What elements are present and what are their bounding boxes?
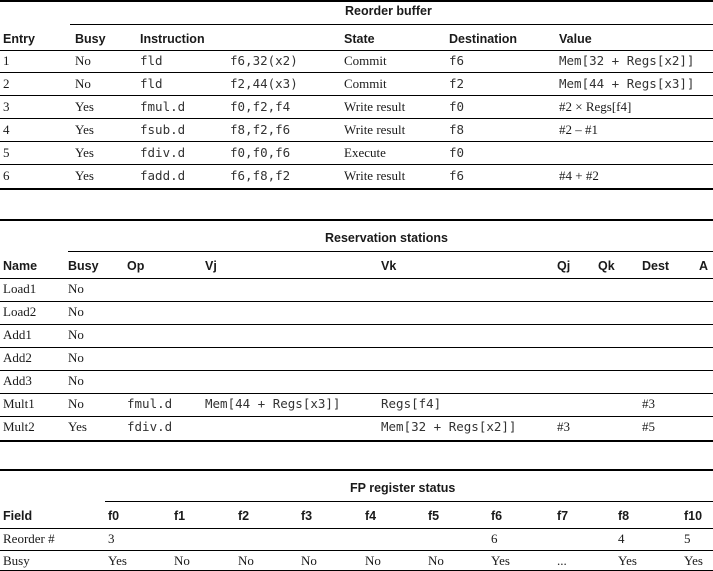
fp-reg-f0: f0: [108, 509, 120, 523]
rob-entry: 6: [3, 168, 10, 183]
fp-title: FP register status: [350, 481, 456, 495]
row-divider: [0, 324, 713, 325]
rs-busy: No: [68, 396, 84, 411]
rob-dest: f8: [449, 122, 465, 137]
rs-top-rule: [0, 219, 713, 221]
fp-title-rule: [105, 501, 713, 502]
rob-title: Reorder buffer: [345, 4, 432, 18]
rs-header-qk: Qk: [598, 259, 615, 273]
rs-header-a: A: [699, 259, 709, 273]
fp-field-label: Field: [3, 509, 33, 523]
fp-reg-f7: f7: [557, 509, 569, 523]
rs-dest: #5: [642, 419, 655, 434]
fp-busy-f2: No: [238, 553, 254, 568]
rob-op: fld: [140, 53, 163, 68]
rob-busy: Yes: [75, 122, 94, 137]
rob-header-busy: Busy: [75, 32, 106, 46]
rs-header-name: Name: [3, 259, 38, 273]
row-divider: [0, 95, 713, 96]
fp-busy-f0: Yes: [108, 553, 127, 568]
rs-busy: No: [68, 373, 84, 388]
rob-header-rule: [0, 50, 713, 51]
fp-busy-f4: No: [365, 553, 381, 568]
rob-dest: f0: [449, 99, 465, 114]
rs-qj: #3: [557, 419, 570, 434]
rob-args: f6,f8,f2: [230, 168, 291, 183]
rob-args: f2,44(x3): [230, 76, 298, 91]
fp-reorder-label: Reorder #: [3, 531, 55, 546]
fp-top-rule: [0, 469, 713, 471]
rob-state: Commit: [344, 53, 387, 68]
fp-reg-f10: f10: [684, 509, 703, 523]
fp-reorder-f6: 6: [491, 531, 498, 546]
rs-bottom-rule: [0, 440, 713, 442]
rs-header-op: Op: [127, 259, 145, 273]
fp-reg-f1: f1: [174, 509, 186, 523]
rs-busy: No: [68, 304, 84, 319]
fp-busy-f8: Yes: [618, 553, 637, 568]
rs-name: Load2: [3, 304, 37, 319]
fp-reorder-f0: 3: [108, 531, 115, 546]
row-divider: [0, 370, 713, 371]
rob-header-value: Value: [559, 32, 592, 46]
rob-op: fmul.d: [140, 99, 186, 114]
rob-state: Commit: [344, 76, 387, 91]
row-divider: [0, 72, 713, 73]
row-divider: [0, 416, 713, 417]
rob-dest: f0: [449, 145, 465, 160]
rob-dest: f2: [449, 76, 465, 91]
rob-state: Write result: [344, 168, 406, 183]
rob-header-destination: Destination: [449, 32, 518, 46]
rs-op: fmul.d: [127, 396, 173, 411]
rob-op: fadd.d: [140, 168, 186, 183]
rs-name: Add3: [3, 373, 32, 388]
rs-header-vj: Vj: [205, 259, 217, 273]
rob-bottom-rule: [0, 188, 713, 190]
fp-busy-f6: Yes: [491, 553, 510, 568]
rs-header-vk: Vk: [381, 259, 397, 273]
rob-busy: Yes: [75, 99, 94, 114]
rob-entry: 5: [3, 145, 10, 160]
rob-busy: Yes: [75, 145, 94, 160]
rob-dest: f6: [449, 168, 465, 183]
rob-entry: 4: [3, 122, 10, 137]
rs-dest: #3: [642, 396, 655, 411]
rob-header-instruction: Instruction: [140, 32, 205, 46]
rs-vk: Regs[f4]: [381, 396, 442, 411]
rs-header-qj: Qj: [557, 259, 571, 273]
rob-args: f8,f2,f6: [230, 122, 291, 137]
fp-reg-f2: f2: [238, 509, 250, 523]
rob-top-rule: [0, 0, 713, 2]
rob-entry: 1: [3, 53, 10, 68]
fp-busy-f3: No: [301, 553, 317, 568]
rob-value: #2 – #1: [559, 122, 598, 137]
fp-busy-f5: No: [428, 553, 444, 568]
fp-reg-f8: f8: [618, 509, 630, 523]
rs-busy: Yes: [68, 419, 87, 434]
rob-op: fld: [140, 76, 163, 91]
rob-header-entry: Entry: [3, 32, 35, 46]
rs-header-busy: Busy: [68, 259, 99, 273]
rob-value: Mem[44 + Regs[x3]]: [559, 76, 695, 91]
row-divider: [0, 118, 713, 119]
rob-state: Execute: [344, 145, 386, 160]
fp-header-rule: [0, 528, 713, 529]
row-divider: [0, 141, 713, 142]
rob-header-state: State: [344, 32, 375, 46]
rob-state: Write result: [344, 99, 406, 114]
row-divider: [0, 550, 713, 551]
rs-name: Load1: [3, 281, 37, 296]
rs-header-dest: Dest: [642, 259, 670, 273]
rob-value: #4 + #2: [559, 168, 599, 183]
rs-busy: No: [68, 350, 84, 365]
rs-busy: No: [68, 327, 84, 342]
fp-busy-f7: ...: [557, 553, 567, 568]
rs-title: Reservation stations: [325, 231, 448, 245]
rob-op: fdiv.d: [140, 145, 186, 160]
rs-name: Mult2: [3, 419, 35, 434]
rob-title-rule: [70, 24, 713, 25]
row-divider: [0, 393, 713, 394]
fp-reg-f5: f5: [428, 509, 440, 523]
rob-busy: Yes: [75, 168, 94, 183]
rob-entry: 2: [3, 76, 10, 91]
rs-vj: Mem[44 + Regs[x3]]: [205, 396, 341, 411]
rs-header-rule: [0, 278, 713, 279]
rob-state: Write result: [344, 122, 406, 137]
rs-vk: Mem[32 + Regs[x2]]: [381, 419, 517, 434]
rs-name: Mult1: [3, 396, 35, 411]
rob-args: f0,f0,f6: [230, 145, 291, 160]
rs-title-rule: [68, 251, 713, 252]
fp-busy-f1: No: [174, 553, 190, 568]
fp-reg-f3: f3: [301, 509, 313, 523]
rob-value: #2 × Regs[f4]: [559, 99, 632, 114]
rob-args: f0,f2,f4: [230, 99, 291, 114]
rs-name: Add1: [3, 327, 32, 342]
rob-op: fsub.d: [140, 122, 186, 137]
rs-op: fdiv.d: [127, 419, 173, 434]
fp-reg-f4: f4: [365, 509, 377, 523]
rob-value: Mem[32 + Regs[x2]]: [559, 53, 695, 68]
fp-reg-f6: f6: [491, 509, 503, 523]
rs-name: Add2: [3, 350, 32, 365]
rob-dest: f6: [449, 53, 465, 68]
fp-busy-f10: Yes: [684, 553, 703, 568]
rob-args: f6,32(x2): [230, 53, 298, 68]
fp-reorder-f10: 5: [684, 531, 691, 546]
row-divider: [0, 164, 713, 165]
fp-reorder-f8: 4: [618, 531, 625, 546]
rob-busy: No: [75, 53, 91, 68]
rob-busy: No: [75, 76, 91, 91]
rob-entry: 3: [3, 99, 10, 114]
rs-busy: No: [68, 281, 84, 296]
row-divider: [0, 301, 713, 302]
row-divider: [0, 347, 713, 348]
fp-busy-label: Busy: [3, 553, 30, 568]
